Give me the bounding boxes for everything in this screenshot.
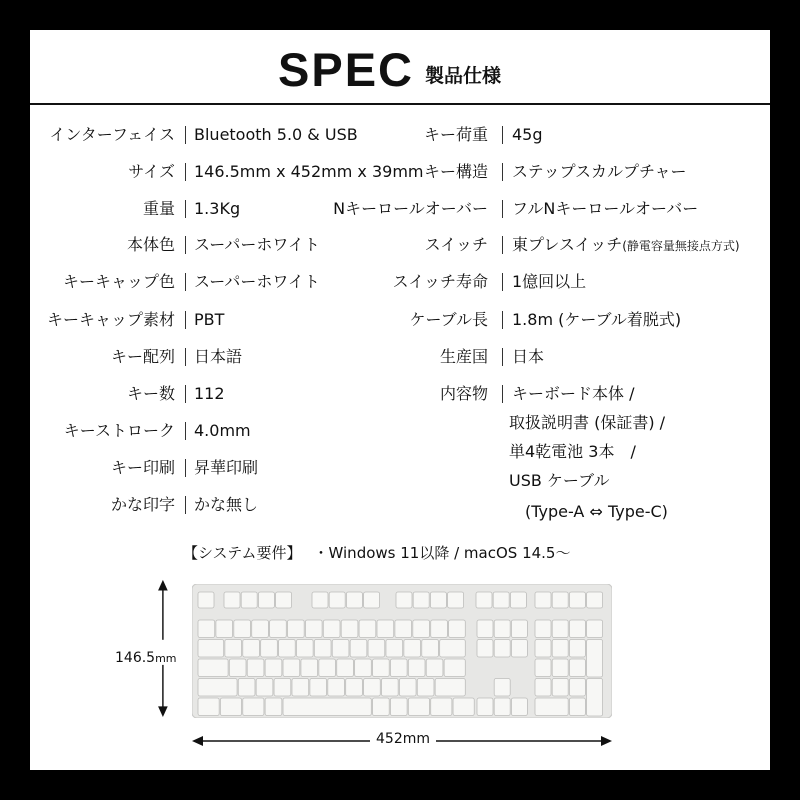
keycap: [373, 659, 390, 677]
system-requirements: [183, 542, 570, 564]
spec-separator: [185, 385, 186, 403]
keycap: [535, 592, 551, 608]
keycap: [476, 592, 492, 608]
keycap: [552, 592, 568, 608]
keycap: [350, 640, 367, 658]
keycap: [426, 659, 443, 677]
keycap: [346, 679, 363, 697]
spec-separator: [502, 311, 503, 329]
keycap: [220, 698, 241, 716]
keycap: [256, 679, 273, 697]
keycap: [477, 640, 493, 658]
keycap: [390, 659, 407, 677]
spec-label: キー数: [126, 384, 175, 403]
spec-separator: [502, 163, 503, 181]
spec-separator: [185, 126, 186, 144]
keycap: [296, 640, 313, 658]
keycap: [417, 679, 434, 697]
keycap: [494, 640, 510, 658]
height-dimension-label: [115, 650, 177, 666]
keycap: [337, 659, 354, 677]
keycap: [229, 659, 246, 677]
keycap: [224, 592, 240, 608]
contents-line: USB ケーブル: [509, 471, 610, 490]
keycap: [511, 640, 527, 658]
spec-value-note: (静電容量無接点方式): [622, 239, 740, 253]
keycap: [216, 620, 233, 638]
spec-separator: [185, 311, 186, 329]
spec-sheet: [30, 30, 770, 770]
keycap: [381, 679, 398, 697]
keycap: [569, 592, 585, 608]
keycap: [270, 620, 287, 638]
spec-label: 生産国: [439, 347, 488, 366]
spec-separator: [502, 126, 503, 144]
keycap: [435, 679, 465, 697]
spec-separator: [185, 273, 186, 291]
spec-value: かな無し: [194, 495, 259, 514]
keycap: [404, 640, 421, 658]
keycap: [283, 698, 371, 716]
keycap: [359, 620, 376, 638]
keycap: [431, 620, 448, 638]
spec-label: スイッチ寿命: [392, 272, 488, 291]
keycap: [552, 659, 568, 677]
keycap: [413, 592, 429, 608]
keycap: [198, 592, 214, 608]
spec-label: キーストローク: [63, 421, 175, 440]
contents-line: 単4乾電池 3本 /: [509, 442, 636, 461]
spec-label: サイズ: [128, 162, 175, 181]
spec-label: キーキャップ色: [62, 272, 175, 291]
header: [30, 30, 770, 104]
keycap: [241, 592, 257, 608]
keycap: [243, 640, 260, 658]
keycap: [511, 620, 527, 638]
width-dimension-label: 452mm: [370, 731, 436, 747]
keycap: [319, 659, 336, 677]
keycap: [368, 640, 385, 658]
keycap: [279, 640, 296, 658]
keycap: [493, 592, 509, 608]
keycap: [198, 698, 219, 716]
spec-label: 本体色: [126, 235, 175, 254]
spec-value-main: 東プレスイッチ: [512, 235, 623, 254]
keycap: [399, 679, 416, 697]
keycap: [238, 679, 255, 697]
keycap: [552, 640, 568, 658]
keycap: [587, 592, 603, 608]
height-value: 146.5: [115, 650, 156, 666]
keycap: [494, 679, 510, 697]
keycap: [288, 620, 305, 638]
keycap: [408, 659, 425, 677]
keycap: [198, 620, 215, 638]
keycap: [477, 698, 493, 716]
keycap: [569, 698, 585, 716]
spec-separator: [185, 496, 186, 514]
keycap: [390, 698, 407, 716]
spec-label: かな印字: [110, 495, 175, 514]
spec-label: キー構造: [423, 162, 488, 181]
keycap: [569, 679, 585, 697]
keycap: [535, 640, 551, 658]
keycap: [422, 640, 439, 658]
keycap: [328, 679, 345, 697]
spec-value: ステップスカルプチャー: [512, 162, 687, 181]
spec-value: 昇華印刷: [194, 458, 259, 477]
spec-label: インターフェイス: [49, 125, 175, 144]
keycap: [377, 620, 394, 638]
keycap: [477, 620, 493, 638]
keycap: [364, 679, 381, 697]
page-title: SPEC: [278, 43, 414, 96]
contents-line: 取扱説明書 (保証書) /: [509, 413, 666, 432]
keycap: [234, 620, 251, 638]
keycap: [535, 679, 551, 697]
keycap: [587, 679, 603, 717]
keycap: [198, 679, 237, 697]
keycap: [301, 659, 318, 677]
keycap: [494, 620, 510, 638]
spec-label: キー配列: [110, 347, 175, 366]
keycap: [453, 698, 474, 716]
spec-value: フルNキーロールオーバー: [512, 199, 699, 218]
spec-separator: [185, 422, 186, 440]
spec-label: 重量: [142, 199, 175, 218]
keycap: [587, 640, 603, 678]
keycap: [569, 659, 585, 677]
keycap: [386, 640, 403, 658]
keycap: [494, 698, 510, 716]
spec-value: スーパーホワイト: [194, 235, 320, 254]
keycap: [587, 620, 603, 638]
keycap: [444, 659, 465, 677]
keycap: [261, 640, 278, 658]
spec-separator: [185, 459, 186, 477]
keycap: [305, 620, 322, 638]
spec-separator: [502, 236, 503, 254]
keycap: [292, 679, 309, 697]
keycap: [310, 679, 327, 697]
keycap: [265, 659, 282, 677]
keycap: [332, 640, 349, 658]
keycap: [314, 640, 331, 658]
spec-value: キーボード本体 /: [512, 384, 635, 403]
keycap: [225, 640, 242, 658]
height-unit: mm: [155, 652, 177, 665]
spec-separator: [502, 385, 503, 403]
spec-value: Bluetooth 5.0 & USB: [194, 125, 358, 144]
spec-label: 内容物: [439, 384, 488, 403]
spec-separator: [185, 236, 186, 254]
spec-value: 1億回以上: [512, 272, 587, 291]
keycap: [243, 698, 264, 716]
spec-value: 日本: [512, 347, 545, 366]
contents-line: (Type-A ⇔ Type-C): [509, 502, 668, 521]
keycap: [535, 620, 551, 638]
keycap: [510, 592, 526, 608]
spec-label: Nキーロールオーバー: [333, 199, 488, 218]
keycap: [265, 698, 282, 716]
spec-separator: [185, 163, 186, 181]
keycap: [511, 698, 527, 716]
keycap: [535, 659, 551, 677]
keycap: [431, 698, 452, 716]
spec-separator: [185, 200, 186, 218]
spec-label: ケーブル長: [409, 310, 488, 329]
spec-value: 45g: [512, 125, 543, 144]
keycap: [276, 592, 292, 608]
keycap: [364, 592, 380, 608]
keycap: [569, 620, 585, 638]
spec-value: [512, 233, 740, 258]
spec-separator: [502, 200, 503, 218]
keycap: [312, 592, 328, 608]
keycap: [198, 640, 224, 658]
spec-label: スイッチ: [424, 235, 488, 254]
keycap: [569, 640, 585, 658]
spec-value: 1.8m (ケーブル着脱式): [512, 310, 682, 329]
keycap: [440, 640, 466, 658]
keycap: [373, 698, 390, 716]
spec-value: 112: [194, 384, 225, 403]
keycap: [258, 592, 274, 608]
keycap: [247, 659, 264, 677]
spec-value: 146.5mm x 452mm x 39mm: [194, 162, 424, 181]
keycap: [323, 620, 340, 638]
keycap: [413, 620, 430, 638]
keycap: [552, 620, 568, 638]
spec-value: 1.3Kg: [194, 199, 241, 218]
keycap: [341, 620, 358, 638]
keycap: [329, 592, 345, 608]
spec-label: キー印刷: [110, 458, 175, 477]
keycap: [396, 592, 412, 608]
spec-separator: [185, 348, 186, 366]
keycap: [395, 620, 412, 638]
keycap: [355, 659, 372, 677]
keycap: [252, 620, 269, 638]
spec-label: キーキャップ素材: [46, 310, 175, 329]
keyboard-figure: [115, 578, 675, 768]
spec-value: スーパーホワイト: [194, 272, 320, 291]
header-rule: [30, 103, 770, 105]
spec-separator: [502, 348, 503, 366]
spec-label: キー荷重: [423, 125, 488, 144]
keyboard-illustration: [192, 584, 612, 718]
keycap: [448, 592, 464, 608]
keycap: [198, 659, 228, 677]
keycap: [449, 620, 466, 638]
keycap: [552, 679, 568, 697]
keycap: [535, 698, 568, 716]
spec-value: 4.0mm: [194, 421, 251, 440]
keycap: [408, 698, 429, 716]
system-requirements-value: ・Windows 11以降 / macOS 14.5～: [313, 544, 571, 562]
system-requirements-label: 【システム要件】: [183, 544, 302, 562]
spec-value: 日本語: [194, 347, 243, 366]
keycap: [346, 592, 362, 608]
spec-value: PBT: [194, 310, 225, 329]
keycap: [274, 679, 291, 697]
page-subtitle: 製品仕様: [425, 65, 502, 87]
spec-separator: [502, 273, 503, 291]
keycap: [283, 659, 300, 677]
keycap: [430, 592, 446, 608]
